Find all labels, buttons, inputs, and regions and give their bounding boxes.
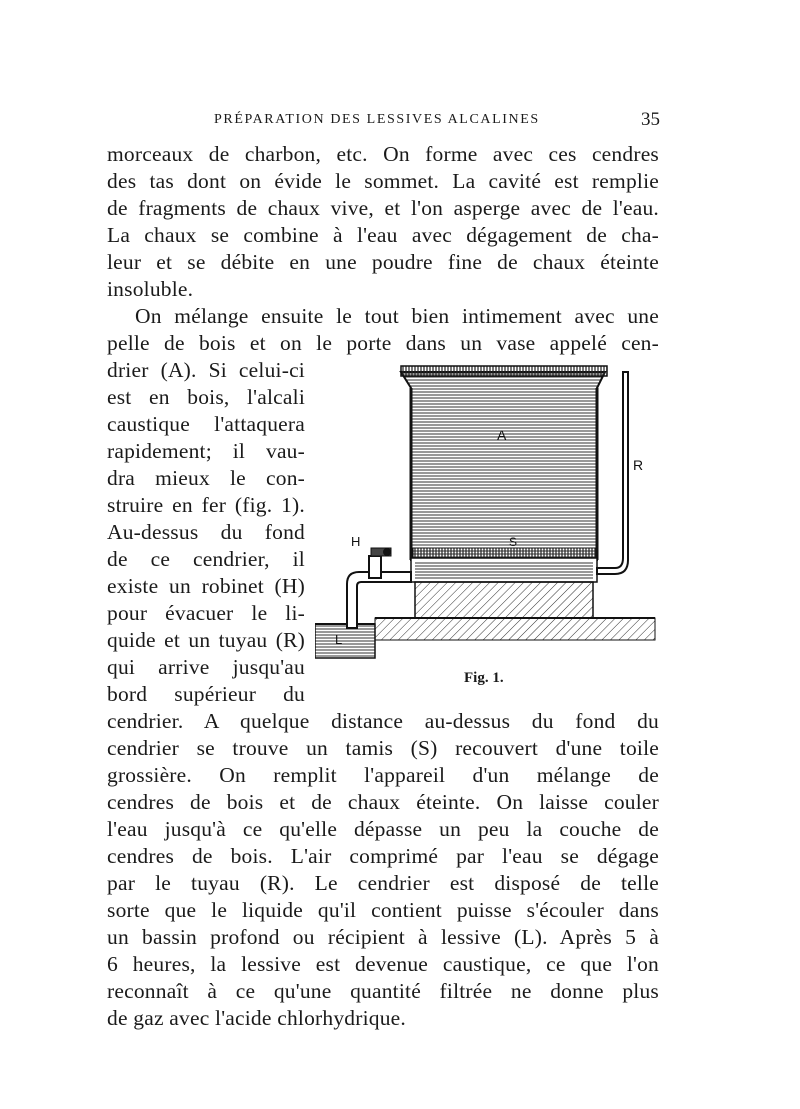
label-s: S (509, 535, 518, 549)
text-line: sorte que le liquide qu'il contient puisse s'écouler dans (107, 898, 659, 922)
label-r: R (633, 457, 644, 473)
running-title: PRÉPARATION DES LESSIVES ALCALINES (214, 112, 540, 127)
text-line: morceaux de charbon, etc. On forme avec ces cendres (107, 142, 659, 166)
text-line: de ce cendrier, il (107, 547, 305, 571)
text-line: reconnaît à ce qu'une quantité filtrée ne donne plus (107, 979, 659, 1003)
text-line: La chaux se combine à l'eau avec dégagement de cha- (107, 223, 659, 247)
text-line: de gaz avec l'acide chlorhydrique. (107, 1006, 406, 1030)
label-h: H (351, 534, 361, 549)
page-header (108, 108, 660, 134)
text-line: qui arrive jusqu'au (107, 655, 305, 679)
text-line: cendrier se trouve un tamis (S) recouvert d'une toile (107, 736, 659, 760)
page-number: 35 (641, 109, 660, 130)
text-line: cendrier. A quelque distance au-dessus du fond du (107, 709, 659, 733)
text-line: cendres de bois et de chaux éteinte. On laisse couler (107, 790, 659, 814)
text-line: est en bois, l'alcali (107, 385, 305, 409)
text-line: pour évacuer le li- (107, 601, 305, 625)
pipe-r (597, 372, 628, 574)
text-line: drier (A). Si celui-ci (107, 358, 305, 382)
label-a: A (497, 427, 507, 443)
sieve (411, 548, 597, 582)
text-line: cendres de bois. L'air comprimé par l'eau se dégage (107, 844, 659, 868)
floor (375, 618, 655, 640)
text-line: pelle de bois et on le porte dans un vase appelé cen- (107, 331, 659, 355)
text-line: struire en fer (fig. 1). (107, 493, 305, 517)
text-line: bord supérieur du (107, 682, 305, 706)
figure-cendrier (315, 358, 660, 698)
text-line: quide et un tuyau (R) (107, 628, 305, 652)
text-line: grossière. On remplit l'appareil d'un mélange de (107, 763, 659, 787)
text-line: On mélange ensuite le tout bien intimement avec une (135, 304, 659, 328)
text-line: rapidement; il vau- (107, 439, 305, 463)
tub-body (401, 366, 607, 560)
text-line: des tas dont on évide le sommet. La cavité est remplie (107, 169, 659, 193)
label-l: L (335, 632, 343, 647)
text-line: existe un robinet (H) (107, 574, 305, 598)
text-line: l'eau jusqu'à ce qu'elle dépasse un peu la couche de (107, 817, 659, 841)
text-line: Au-dessus du fond (107, 520, 305, 544)
text-line: un bassin profond ou récipient à lessive (L). Après 5 à (107, 925, 659, 949)
text-line: de fragments de chaux vive, et l'on asperge avec de l'eau. (107, 196, 659, 220)
text-line: caustique l'attaquera (107, 412, 305, 436)
text-line: 6 heures, la lessive est devenue caustique, ce que l'on (107, 952, 659, 976)
text-line: insoluble. (107, 277, 194, 301)
basin-l (315, 624, 375, 658)
text-line: leur et se débite en une poudre fine de chaux éteinte (107, 250, 659, 274)
figure-caption: Fig. 1. (464, 670, 504, 686)
tub-stand (415, 582, 593, 618)
text-line: par le tuyau (R). Le cendrier est disposé de telle (107, 871, 659, 895)
text-line: dra mieux le con- (107, 466, 305, 490)
tap-h (347, 548, 411, 628)
